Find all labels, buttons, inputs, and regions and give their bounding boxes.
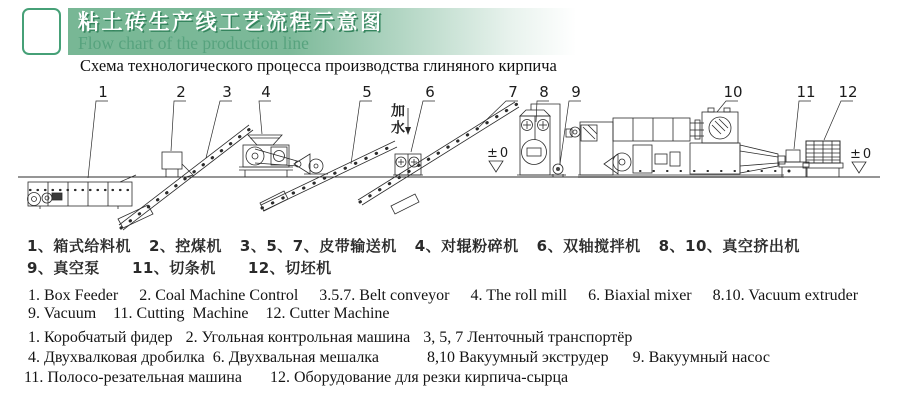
label-zh: 6、双轴搅拌机 <box>536 237 641 255</box>
cutter-machine <box>803 141 843 177</box>
label-zh: 3、5、7、皮带输送机 <box>239 237 397 255</box>
label-en: 1. Box Feeder <box>28 287 119 304</box>
datum-label-right: ±0 <box>850 147 874 162</box>
label-zh: 1、箱式给料机 <box>27 237 131 255</box>
roll-mill <box>239 135 301 177</box>
coal-control-box <box>162 152 193 177</box>
part-number: 10 <box>723 83 743 101</box>
label-en: 6. Biaxial mixer <box>588 287 692 304</box>
part-number: 9 <box>571 83 581 101</box>
title-banner <box>68 8 592 55</box>
label-en: 2. Coal Machine Control <box>139 287 299 304</box>
labels-zh-line1 <box>27 235 800 256</box>
label-en: 8.10. Vacuum extruder <box>712 287 859 304</box>
part-number: 5 <box>362 83 372 101</box>
page-subtitle-ru: Схема технологического процесса производства глиняного кирпича <box>80 56 557 75</box>
box-feeder <box>28 175 137 209</box>
label-ru: 4. Двухвалковая дробилка <box>28 349 205 366</box>
label-zh: 8、10、真空挤出机 <box>658 237 800 255</box>
belt-conveyor-5 <box>260 141 397 211</box>
label-en: 4. The roll mill <box>470 287 568 304</box>
vacuum-extruder <box>566 108 785 177</box>
datum-label-left: ±0 <box>487 146 511 161</box>
part-number: 12 <box>838 83 858 101</box>
label-zh: 11、切条机 <box>131 259 216 277</box>
label-ru: 8,10 Вакуумный экструдер <box>426 349 609 366</box>
vacuum-pump <box>551 164 566 177</box>
label-ru: 6. Двухвальная мешалка <box>212 349 379 366</box>
vacuum-chamber <box>517 104 560 175</box>
label-zh: 9、真空泵 <box>27 259 100 277</box>
label-ru: 12. Оборудование для резки кирпича-сырца <box>269 369 569 386</box>
label-en: 11. Cutting Machine <box>113 305 249 322</box>
label-ru: 2. Угольная контрольная машина <box>185 329 411 346</box>
part-number: 2 <box>176 83 186 101</box>
cutting-machine <box>779 150 809 177</box>
label-ru: 1. Коробчатый фидер <box>28 329 173 346</box>
labels-ru-line2 <box>28 349 770 367</box>
label-zh: 4、对辊粉碎机 <box>414 237 519 255</box>
part-number: 11 <box>796 83 816 101</box>
labels-ru-line3 <box>24 369 568 387</box>
part-number-labels <box>98 83 857 101</box>
label-zh: 2、控煤机 <box>148 237 222 255</box>
labels-zh-line2 <box>27 257 332 278</box>
label-en: 12. Cutter Machine <box>265 305 390 322</box>
part-number: 1 <box>98 83 108 101</box>
datum-marker-right <box>850 147 873 173</box>
logo-box <box>22 8 61 55</box>
part-number: 6 <box>425 83 435 101</box>
page-subtitle-en: Flow chart of the production line <box>78 33 309 53</box>
labels-en-line1 <box>28 287 858 305</box>
production-line-diagram <box>0 78 900 236</box>
label-en: 9. Vacuum <box>28 305 97 322</box>
page-title: 粘土砖生产线工艺流程示意图 <box>78 10 384 34</box>
datum-marker-left <box>487 146 510 172</box>
label-zh: 12、切坯机 <box>247 259 332 277</box>
part-number: 3 <box>222 83 232 101</box>
labels-ru-line1 <box>28 329 632 347</box>
part-number: 4 <box>261 83 271 101</box>
label-ru: 9. Вакуумный насос <box>632 349 770 366</box>
add-water-label: 加水 <box>389 103 405 137</box>
label-ru: 11. Полосо-резательная машина <box>24 369 242 386</box>
label-en: 3.5.7. Belt conveyor <box>319 287 450 304</box>
label-ru: 3, 5, 7 Ленточный транспортёр <box>423 329 633 346</box>
labels-en-line2 <box>28 305 390 323</box>
part-number: 7 <box>508 83 518 101</box>
part-number: 8 <box>539 83 549 101</box>
